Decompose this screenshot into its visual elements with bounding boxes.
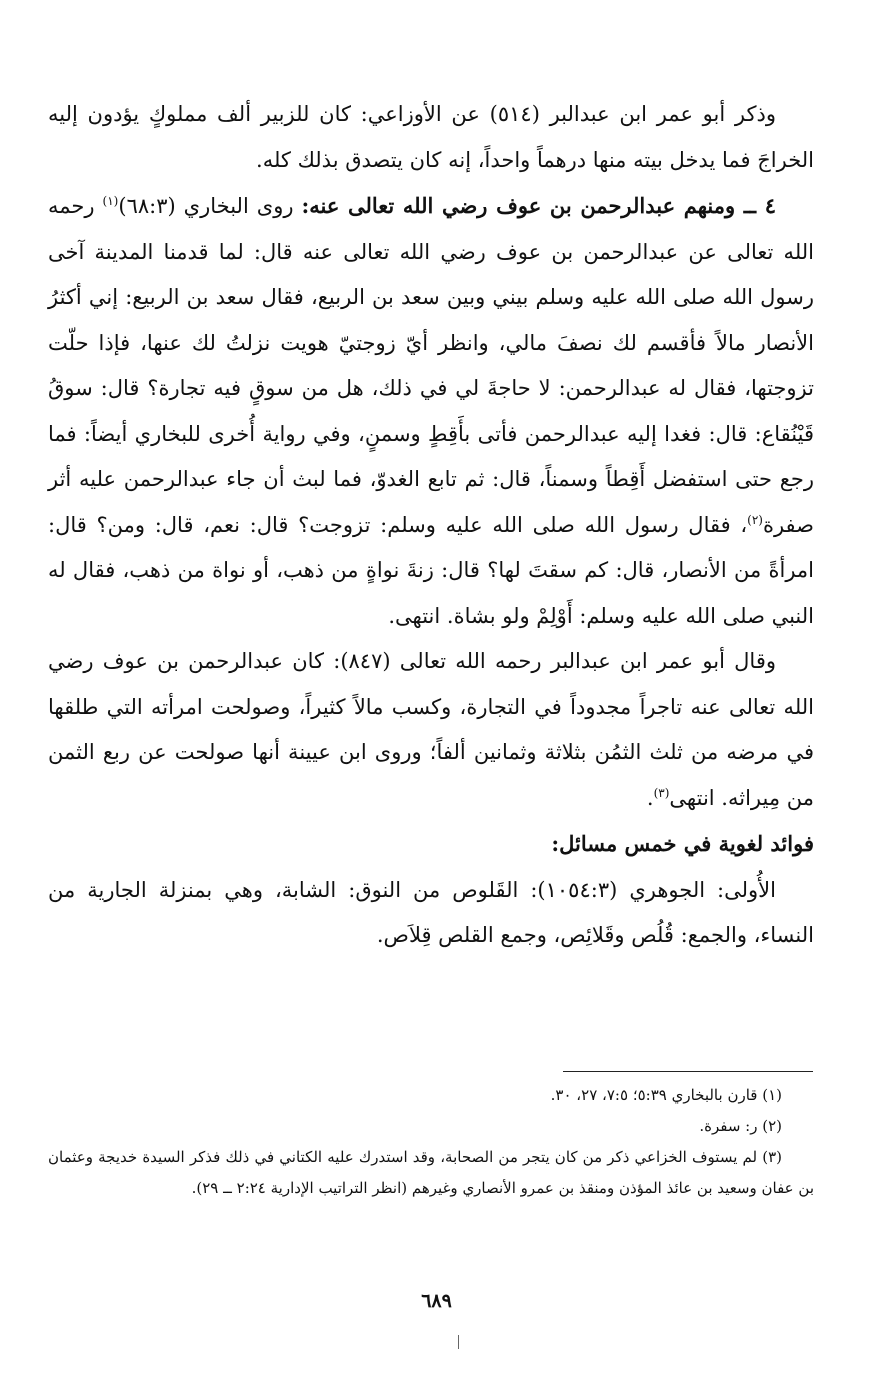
section-heading: ٤ ــ ومنهم عبدالرحمن بن عوف رضي الله تعالى عنه: (301, 193, 776, 218)
footnote-divider (563, 1071, 813, 1072)
footnotes (48, 1080, 814, 1204)
paragraph-text: رحمه الله تعالى عن عبدالرحمن بن عوف رضي الله تعالى عنه قال: لما قدمنا المدينة آخى رسول الله صلى الله عليه وسلم بيني وبين سعد بن الربيع، فقال سعد بن الربيع: إني أكثرُ الأنصار مالاً فأقسم لك نصفَ مالي، وانظر أيّ زوجتيّ هويت نزلتُ لك عنها، فإذا حلّت تزوجتها، فقال له عبدالرحمن: لا حاجةَ لي في ذلك، هل من سوقٍ فيه تجارة؟ قال: سوقُ قَيْنُقاع: قال: فغدا إليه عبدالرحمن فأتى بأَقِطٍ وسمنٍ، وفي رواية أُخرى للبخاري أيضاً: فما رجع حتى استفضل أَقِطاً وسمناً، قال: ثم تابع الغدوّ، فما لبث أن جاء عبدالرحمن عليه أثر صفرة (48, 194, 814, 537)
footnote-1: (١) قارن بالبخاري ٥:٣٩؛ ٧:٥، ٢٧، ٣٠. (550, 1086, 782, 1104)
footnote-2: (٢) ر: سفرة. (699, 1117, 782, 1135)
footnote-marker-2: (٢) (747, 512, 763, 527)
paragraph-text: وقال أبو عمر ابن عبدالبر رحمه الله تعالى (٨٤٧): كان عبدالرحمن بن عوف رضي الله تعالى عنه تاجراً مجدوداً في التجارة، وكسب مالاً كثيراً، وصولحت امرأته التي طلقها في مرضه من ثلث الثمُن بثلاثة وثمانين ألفاً؛ وروى ابن عيينة أنها صولحت عن ربع الثمن من مِيراثه. انتهى (48, 649, 814, 810)
paragraph-awzai (48, 92, 814, 183)
paragraph-text: ، فقال رسول الله صلى الله عليه وسلم: تزوجت؟ قال: نعم، قال: ومن؟ قال: امرأةً من الأنصار، قال: كم سقتَ لها؟ قال: زنةَ نواةٍ من ذهب، أو نواة من ذهب، فقال له النبي صلى الله عليه وسلم: أَوْلِمْ ولو بشاة. انتهى. (48, 512, 814, 628)
paragraph-text: . (646, 785, 654, 810)
footnote-3: (٣) لم يستوف الخزاعي ذكر من كان يتجر من الصحابة، وقد استدرك عليه الكتاني في ذلك فذكر السيدة خديجة وعثمان بن عفان وسعيد بن عائذ المؤذن ومنقذ بن عمرو الأنصاري وغيرهم (انظر التراتيب الإدارية ٢:٢٤ ــ ٢٩). (48, 1148, 814, 1197)
main-text (48, 92, 814, 959)
footnote-marker-3: (٣) (653, 785, 670, 800)
bottom-mark (458, 1335, 459, 1349)
footnote-marker-1: (١) (102, 194, 119, 208)
paragraph-text: الأُولى: الجوهري (١٠٥٤:٣): القَلوص من النوق: الشابة، وهي بمنزلة الجارية من النساء، والجمع: قُلُص وقَلائِص، وجمع القلص قِلاَص. (48, 877, 814, 947)
paragraph-text: روى البخاري (٦٨:٣) (118, 194, 302, 218)
linguistic-heading (48, 821, 814, 868)
section-heading: فوائد لغوية في خمس مسائل: (551, 831, 814, 856)
page-number: ٦٨٩ (421, 1290, 452, 1312)
paragraph-ibn-abdulbarr (48, 639, 814, 821)
paragraph-text: وذكر أبو عمر ابن عبدالبر (٥١٤) عن الأوزاعي: كان للزبير ألف مملوكٍ يؤدون إليه الخراجَ فما يدخل بيته منها درهماً واحداً، إنه كان يتصدق بذلك كله. (48, 102, 814, 172)
paragraph-first-issue (48, 868, 814, 959)
paragraph-abdulrahman (48, 183, 814, 639)
